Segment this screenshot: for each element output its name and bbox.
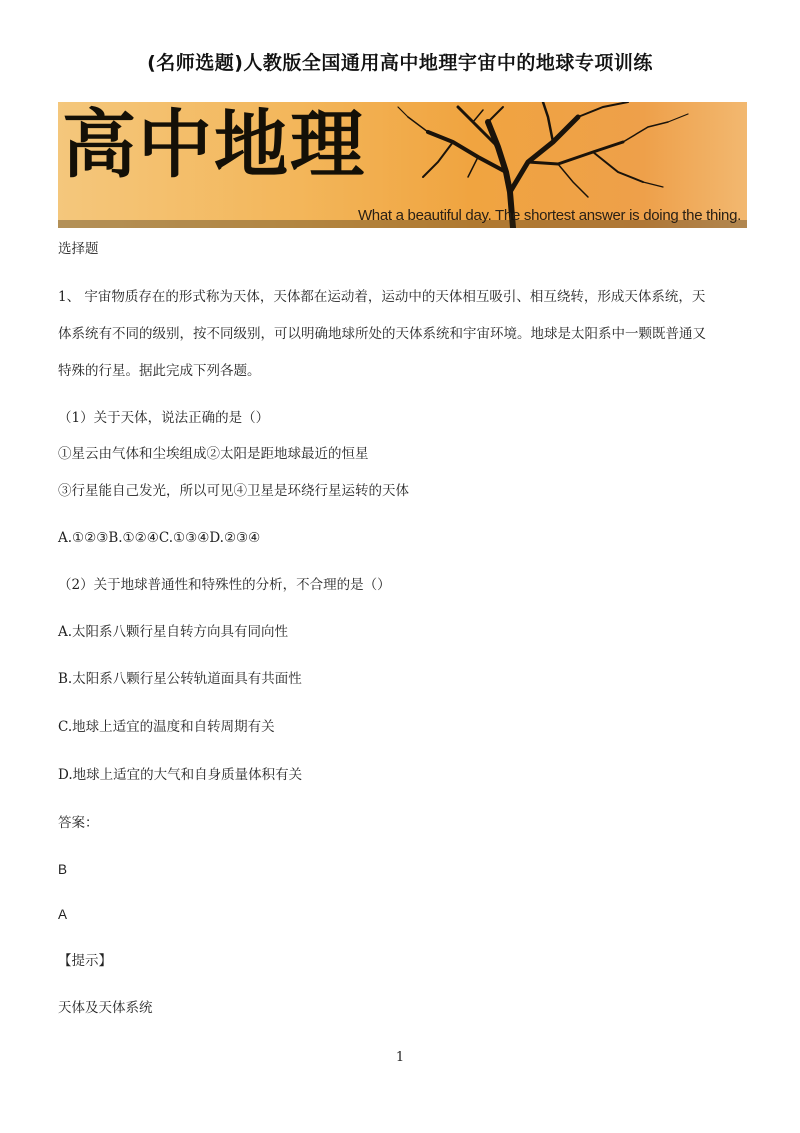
option-b: B.太阳系八颗行星公转轨道面具有共面性 bbox=[58, 671, 302, 687]
page-number: 1 bbox=[395, 1050, 405, 1065]
answer-value: B bbox=[58, 862, 68, 877]
document-title: (名师选题)人教版全国通用高中地理宇宙中的地球专项训练 bbox=[147, 52, 653, 74]
question-stem-line: 体系统有不同的级别，按不同级别，可以明确地球所处的天体系统和宇宙环境。地球是太阳系中一颗既普通又 bbox=[58, 326, 706, 342]
sub-question-2-prompt: （2）关于地球普通性和特殊性的分析，不合理的是（） bbox=[58, 577, 391, 593]
answer-label: 答案： bbox=[58, 815, 99, 831]
answer-value: A bbox=[58, 907, 68, 922]
banner-image bbox=[58, 102, 747, 228]
banner-quote: What a beautiful day. The shortest answer is doing the thing. bbox=[357, 207, 741, 224]
question-stem-line: 1、 宇宙物质存在的形式称为天体，天体都在运动着，运动中的天体相互吸引、相互绕转，形成天体系统，天 bbox=[58, 289, 706, 305]
option-d: D.地球上适宜的大气和自身质量体积有关 bbox=[58, 767, 303, 783]
hint-text: 天体及天体系统 bbox=[58, 1000, 153, 1016]
hint-label: 【提示】 bbox=[58, 953, 112, 969]
statement-line: ①星云由气体和尘埃组成②太阳是距地球最近的恒星 bbox=[58, 446, 369, 462]
statement-line: ③行星能自己发光，所以可见④卫星是环绕行星运转的天体 bbox=[58, 483, 409, 499]
sub-question-1-options: A.①②③B.①②④C.①③④D.②③④ bbox=[58, 530, 261, 546]
sub-question-1-prompt: （1）关于天体，说法正确的是（） bbox=[58, 410, 270, 426]
option-c: C.地球上适宜的温度和自转周期有关 bbox=[58, 719, 275, 735]
option-a: A.太阳系八颗行星自转方向具有同向性 bbox=[58, 624, 289, 640]
question-stem-line: 特殊的行星。据此完成下列各题。 bbox=[58, 363, 261, 379]
banner-title: 高中地理 bbox=[62, 102, 366, 188]
section-label: 选择题 bbox=[58, 241, 99, 257]
